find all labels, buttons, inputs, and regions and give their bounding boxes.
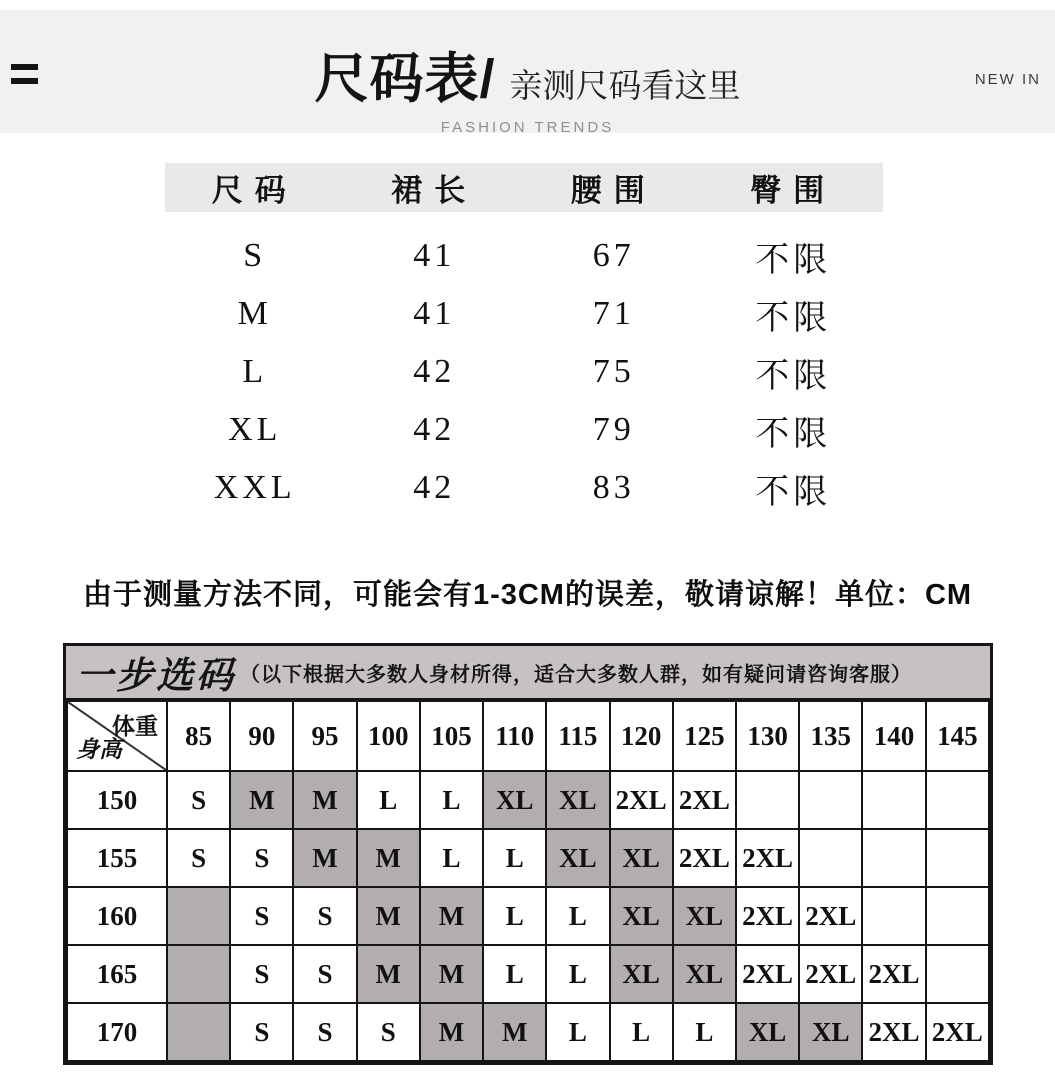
corner-weight-label: 体重 <box>112 714 158 739</box>
size-grid-cell: L <box>546 1003 609 1061</box>
weight-header-cell: 135 <box>799 701 862 771</box>
size-chart-cell-size: L <box>242 353 268 390</box>
size-grid-cell <box>167 887 230 945</box>
size-grid-cell: XL <box>610 829 673 887</box>
size-chart-cell-hip: 不限 <box>755 357 832 395</box>
size-chart-row <box>165 401 883 459</box>
size-chart-cell-hip: 不限 <box>755 299 832 337</box>
size-grid-cell: 2XL <box>736 887 799 945</box>
size-grid-cell <box>862 771 925 829</box>
size-grid-cell <box>167 1003 230 1061</box>
size-grid-cell: 2XL <box>799 945 862 1003</box>
size-chart-header-cell: 尺码 <box>211 173 298 208</box>
size-grid-cell: XL <box>673 945 736 1003</box>
size-grid-cell: L <box>546 945 609 1003</box>
weight-header-cell: 115 <box>546 701 609 771</box>
size-chart-table <box>165 163 883 517</box>
size-grid-cell: S <box>167 829 230 887</box>
size-chart-cell-waist: 75 <box>592 353 635 390</box>
tagline: FASHION TRENDS <box>440 119 615 136</box>
size-grid-cell <box>799 829 862 887</box>
size-grid-cell: 2XL <box>736 945 799 1003</box>
size-chart-cell-waist: 67 <box>592 237 635 274</box>
size-grid-cell: 2XL <box>862 945 925 1003</box>
size-grid-cell: XL <box>673 887 736 945</box>
size-grid-cell: L <box>420 771 483 829</box>
size-grid-cell <box>862 829 925 887</box>
picker-grid <box>66 700 990 1062</box>
size-grid-cell <box>862 887 925 945</box>
size-grid-cell: L <box>483 945 546 1003</box>
height-cell: 150 <box>67 771 167 829</box>
measurement-note: 由于测量方法不同，可能会有1-3CM的误差，敬请谅解！单位：CM <box>82 579 973 611</box>
weight-header-cell: 125 <box>673 701 736 771</box>
picker-title-note: （以下根据大多数人身材所得，适合大多数人群，如有疑问请咨询客服） <box>240 663 912 686</box>
size-grid-cell: L <box>483 887 546 945</box>
size-grid-cell: XL <box>546 771 609 829</box>
size-picker-table <box>63 643 993 1065</box>
corner-height-label: 身高 <box>76 737 122 762</box>
size-chart-header-cell: 腰围 <box>570 173 657 208</box>
size-grid-cell: XL <box>799 1003 862 1061</box>
weight-header-cell: 95 <box>293 701 356 771</box>
size-chart-header-cell: 裙长 <box>391 173 478 208</box>
size-grid-cell: M <box>420 945 483 1003</box>
size-grid-cell: M <box>357 945 420 1003</box>
size-grid-cell: 2XL <box>799 887 862 945</box>
page-title: 尺码表/ <box>314 49 496 109</box>
size-grid-cell: M <box>483 1003 546 1061</box>
height-cell: 170 <box>67 1003 167 1061</box>
weight-header-cell: 105 <box>420 701 483 771</box>
picker-title-bar <box>66 646 990 700</box>
size-grid-cell: 2XL <box>736 829 799 887</box>
size-chart-cell-skirt_length: 41 <box>413 295 456 332</box>
size-chart-cell-size: M <box>237 295 272 332</box>
picker-row <box>67 887 989 945</box>
size-chart-cell-waist: 83 <box>592 469 635 506</box>
weight-header-cell: 110 <box>483 701 546 771</box>
size-chart-row <box>165 343 883 401</box>
size-grid-cell <box>926 829 989 887</box>
size-grid-cell <box>926 887 989 945</box>
size-chart-rows <box>165 227 883 517</box>
height-cell: 165 <box>67 945 167 1003</box>
size-chart-row <box>165 459 883 517</box>
size-grid-cell: S <box>293 1003 356 1061</box>
size-grid-cell: S <box>293 887 356 945</box>
size-grid-cell: XL <box>610 945 673 1003</box>
weight-header-cell: 140 <box>862 701 925 771</box>
picker-row <box>67 771 989 829</box>
size-chart-cell-skirt_length: 42 <box>413 411 456 448</box>
size-grid-cell: 2XL <box>673 829 736 887</box>
page-header <box>0 10 1055 136</box>
size-chart-cell-skirt_length: 42 <box>413 353 456 390</box>
size-grid-cell: S <box>230 945 293 1003</box>
picker-row <box>67 1003 989 1061</box>
size-chart-cell-skirt_length: 42 <box>413 469 456 506</box>
size-grid-cell: M <box>357 887 420 945</box>
size-grid-cell: S <box>230 1003 293 1061</box>
weight-header-cell: 100 <box>357 701 420 771</box>
size-grid-cell: M <box>293 829 356 887</box>
size-chart-header-row <box>165 163 883 212</box>
size-chart-cell-waist: 71 <box>592 295 635 332</box>
size-grid-cell <box>926 945 989 1003</box>
size-grid-cell: 2XL <box>926 1003 989 1061</box>
size-grid-cell: S <box>293 945 356 1003</box>
weight-header-cell: 85 <box>167 701 230 771</box>
size-grid-cell: S <box>230 887 293 945</box>
weight-header-cell: 90 <box>230 701 293 771</box>
weight-header-cell: 145 <box>926 701 989 771</box>
picker-row <box>67 829 989 887</box>
picker-title: 一步选码 <box>76 656 236 697</box>
size-grid-cell: M <box>357 829 420 887</box>
size-grid-cell <box>736 771 799 829</box>
height-cell: 155 <box>67 829 167 887</box>
size-chart-cell-hip: 不限 <box>755 415 832 453</box>
size-grid-cell: S <box>167 771 230 829</box>
size-chart-cell-hip: 不限 <box>755 473 832 511</box>
size-grid-cell: XL <box>736 1003 799 1061</box>
page-subtitle: 亲测尺码看这里 <box>509 67 741 104</box>
size-grid-cell: L <box>483 829 546 887</box>
size-chart-row <box>165 285 883 343</box>
nav-new-in[interactable]: NEW IN <box>974 71 1041 88</box>
size-grid-cell <box>799 771 862 829</box>
size-chart-cell-hip: 不限 <box>755 241 832 279</box>
size-grid-cell: M <box>420 1003 483 1061</box>
header-center <box>0 36 1055 136</box>
size-chart-cell-waist: 79 <box>592 411 635 448</box>
weight-header-cell: 130 <box>736 701 799 771</box>
weight-header-cell: 120 <box>610 701 673 771</box>
size-grid-cell: M <box>230 771 293 829</box>
height-cell: 160 <box>67 887 167 945</box>
size-chart-cell-size: S <box>243 237 267 274</box>
size-grid-cell: M <box>293 771 356 829</box>
size-grid-cell: L <box>420 829 483 887</box>
size-grid-cell: XL <box>546 829 609 887</box>
size-chart-header-cell: 臀围 <box>750 173 837 208</box>
size-grid-cell <box>926 771 989 829</box>
size-grid-cell: S <box>230 829 293 887</box>
size-chart-cell-skirt_length: 41 <box>413 237 456 274</box>
size-grid-cell: XL <box>610 887 673 945</box>
size-grid-cell: 2XL <box>610 771 673 829</box>
size-grid-cell: L <box>673 1003 736 1061</box>
size-grid-cell: 2XL <box>673 771 736 829</box>
size-grid-cell: 2XL <box>862 1003 925 1061</box>
picker-row <box>67 945 989 1003</box>
size-grid-cell <box>167 945 230 1003</box>
size-chart-row <box>165 227 883 285</box>
size-grid-cell: L <box>546 887 609 945</box>
size-grid-cell: L <box>357 771 420 829</box>
size-chart-cell-size: XXL <box>213 469 296 506</box>
picker-header-row <box>67 701 989 771</box>
size-grid-cell: M <box>420 887 483 945</box>
size-chart-cell-size: XL <box>228 411 282 448</box>
size-grid-cell: XL <box>483 771 546 829</box>
size-grid-cell: S <box>357 1003 420 1061</box>
size-grid-cell: L <box>610 1003 673 1061</box>
corner-cell <box>67 701 167 771</box>
